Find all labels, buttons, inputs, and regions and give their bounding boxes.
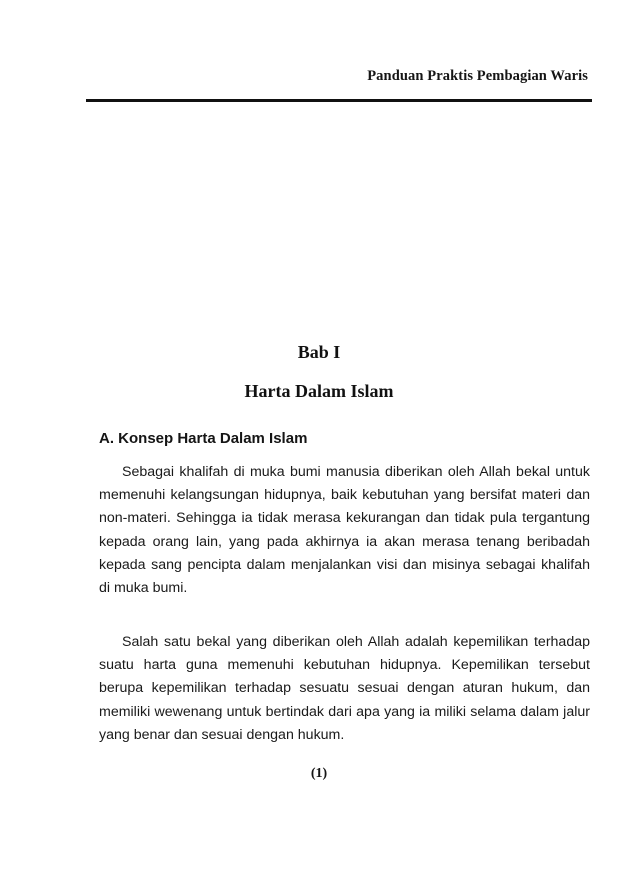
chapter-title: Harta Dalam Islam [244,381,394,401]
page-number: (1) [310,766,328,781]
body-paragraph-2: Salah satu bekal yang diberikan oleh Allah adalah kepemilikan terhadap suatu harta guna memenuhi kebutuhan hidupnya. Kepemilikan tersebut berupa kepemilikan terhadap sesuatu sesuai dengan aturan hukum, dan memiliki wewenang untuk bertindak dari apa yang ia miliki selama dalam jalur yang benar dan sesuai dengan hukum. [99,634,590,743]
body-paragraph-1: Sebagai khalifah di muka bumi manusia diberikan oleh Allah bekal untuk memenuhi kelangsungan hidupnya, baik kebutuhan yang bersifat materi dan non-materi. Sehingga ia tidak merasa kekurangan dan tidak pula tergantung kepada orang lain, yang pada akhirnya ia akan merasa tenang beribadah kepada sang pencipta dalam menjalankan visi dan misinya sebagai khalifah di muka bumi. [99,464,590,597]
section-heading: A. Konsep Harta Dalam Islam [99,430,308,447]
running-header: Panduan Praktis Pembagian Waris [367,68,588,84]
chapter-label: Bab I [297,342,341,362]
header-rule [86,99,592,102]
